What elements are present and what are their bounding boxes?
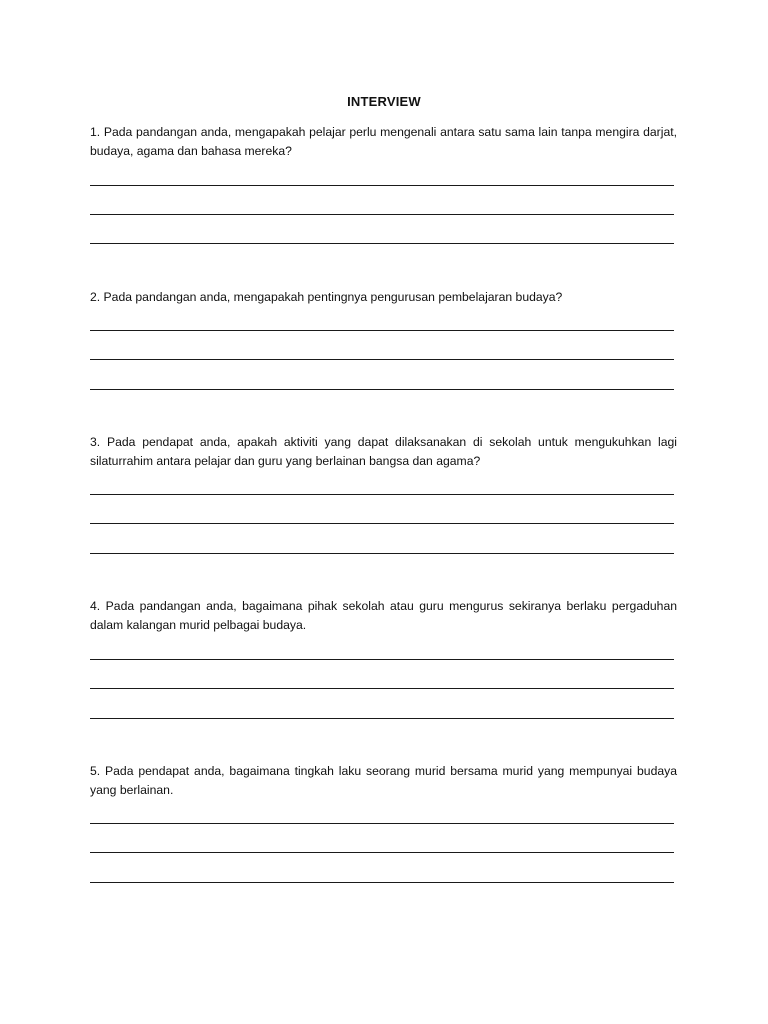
answer-line-2-2[interactable] (90, 359, 674, 360)
answer-line-1-2[interactable] (90, 214, 674, 215)
page-title: INTERVIEW (347, 94, 421, 109)
answer-line-1-3[interactable] (90, 243, 674, 244)
answer-line-3-1[interactable] (90, 494, 674, 495)
answer-line-2-3[interactable] (90, 389, 674, 390)
question-1: 1. Pada pandangan anda, mengapakah pelajar perlu mengenali antara satu sama lain tanpa mengira darjat, budaya, agama dan bahasa mereka? (90, 125, 677, 158)
answer-line-4-3[interactable] (90, 718, 674, 719)
answer-line-4-2[interactable] (90, 688, 674, 689)
answer-line-5-1[interactable] (90, 823, 674, 824)
question-5: 5. Pada pendapat anda, bagaimana tingkah laku seorang murid bersama murid yang mempunyai budaya yang berlainan. (90, 764, 677, 797)
answer-line-3-2[interactable] (90, 523, 674, 524)
answer-line-5-3[interactable] (90, 882, 674, 883)
answer-line-4-1[interactable] (90, 659, 674, 660)
question-4: 4. Pada pandangan anda, bagaimana pihak sekolah atau guru mengurus sekiranya berlaku pergaduhan dalam kalangan murid pelbagai budaya. (90, 599, 677, 632)
answer-line-5-2[interactable] (90, 852, 674, 853)
answer-line-2-1[interactable] (90, 330, 674, 331)
answer-line-1-1[interactable] (90, 185, 674, 186)
answer-line-3-3[interactable] (90, 553, 674, 554)
question-2: 2. Pada pandangan anda, mengapakah pentingnya pengurusan pembelajaran budaya? (90, 290, 563, 304)
question-3: 3. Pada pendapat anda, apakah aktiviti yang dapat dilaksanakan di sekolah untuk mengukuhkan lagi silaturrahim antara pelajar dan guru yang berlainan bangsa dan agama? (90, 435, 677, 468)
